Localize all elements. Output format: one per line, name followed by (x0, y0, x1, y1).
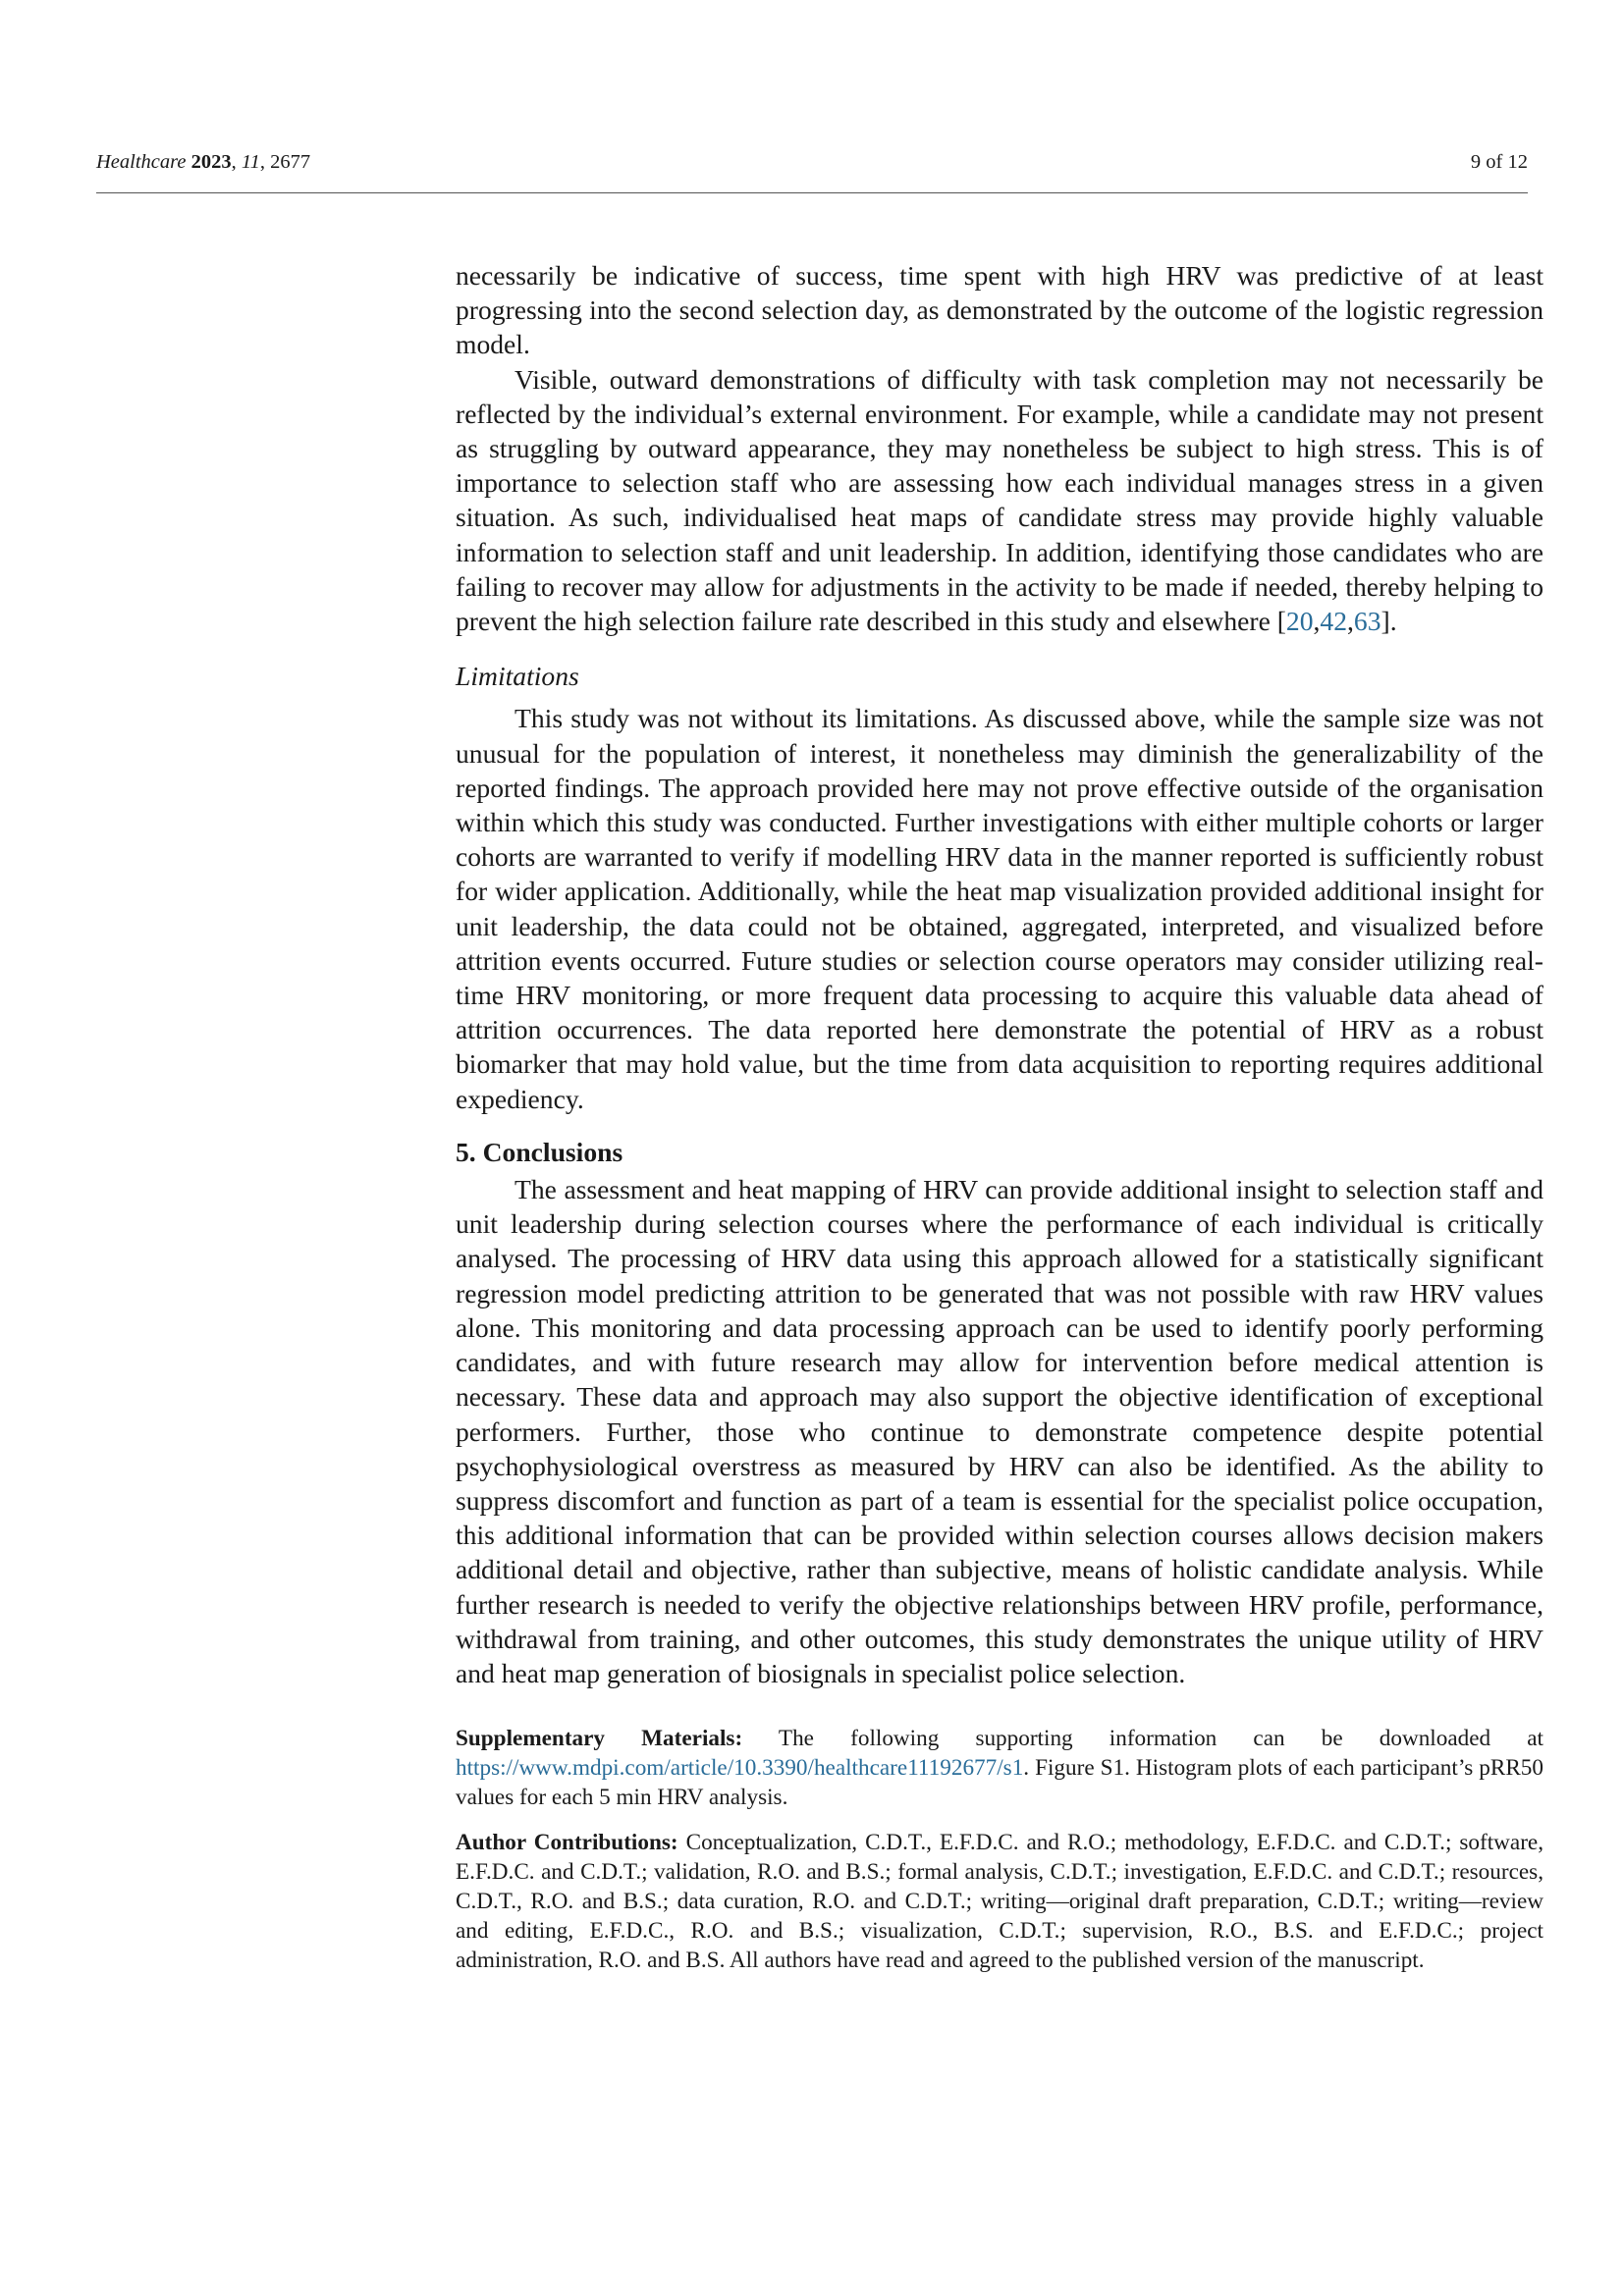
supplementary-link[interactable]: https://www.mdpi.com/article/10.3390/healthcare11192677/s1 (456, 1755, 1024, 1782)
article-number: 2677 (270, 151, 311, 173)
supplementary-label: Supplementary Materials: (456, 1726, 743, 1752)
contributions-text: Conceptualization, C.D.T., E.F.D.C. and R.O.; methodology, E.F.D.C. and C.D.T.; software, E.F.D.C. and C.D.T.; validation, R.O. and B.S.; formal analysis, C.D.T.; investigation, E.F.D.C. and C.D.T.; resources, C.D.T., R.O. and B.S.; data curation, R.O. and C.D.T.; writing—original draft preparation, C.D.T.; writing—review and editing, E.F.D.C., R.O. and B.S.; visualization, C.D.T.; supervision, R.O., B.S. and E.F.D.C.; project administration, R.O. and B.S. All authors have read and agreed to the published version of the manuscript. (456, 1830, 1544, 1974)
citation-link[interactable]: 20 (1285, 606, 1314, 637)
paragraph-limitations: This study was not without its limitations. As discussed above, while the sample size was not unusual for the population of interest, it nonetheless may diminish the generalizability of the reported findings. The approach provided here may not prove effective outside of the organisation within which this study was conducted. Further investigations with either multiple cohorts or larger cohorts are warranted to verify if modelling HRV data in the manner reported is sufficiently robust for wider application. Additionally, while the heat map visualization provided additional insight for unit leadership, the data could not be obtained, aggregated, interpreted, and visualized before attrition events occurred. Future studies or selection course operators may consider utilizing real-time HRV monitoring, or more frequent data processing to acquire this valuable data ahead of attrition occurrences. The data reported here demonstrate the potential of HRV as a robust biomarker that may hold value, but the time from data acquisition to reporting requires additional expediency. (456, 703, 1543, 1114)
supplementary-after: . Figure S1. Histogram plots of each participant’s pRR50 values for each 5 min HRV analysis. (456, 1755, 1543, 1811)
page-number: 9 of 12 (1470, 151, 1528, 173)
paragraph-continuation: necessarily be indicative of success, time spent with high HRV was predictive of at least progressing into the second selection day, as demonstrated by the outcome of the logistic regression model. (456, 260, 1543, 360)
journal-citation: Healthcare 2023, 11, 2677 (96, 151, 311, 173)
paragraph-visible-stress: Visible, outward demonstrations of difficulty with task completion may not necessarily be reflected by the individual’s external environment. For example, while a candidate may not present as struggling by outward appearance, they may nonetheless be subject to high stress. This is of importance to selection staff who are assessing how each individual manages stress in a given situation. As such, individualised heat maps of candidate stress may provide highly valuable information to selection staff and unit leadership. In addition, identifying those candidates who are failing to recover may allow for adjustments in the activity to be made if needed, thereby helping to prevent the high selection failure rate described in this study and elsewhere [20,42,63]. (456, 363, 1543, 637)
paragraph-end: ]. (1380, 606, 1397, 637)
article-body (456, 258, 1543, 1975)
conclusions-heading: 5. Conclusions (456, 1136, 623, 1167)
citation-link[interactable]: 42 (1320, 606, 1348, 637)
supplementary-materials (456, 1724, 1543, 1812)
journal-year: 2023 (190, 151, 232, 173)
supplementary-text: The following supporting information can be downloaded at (778, 1726, 1543, 1752)
journal-volume: 11 (241, 151, 260, 173)
contributions-label: Author Contributions: (456, 1830, 678, 1856)
paragraph-conclusions: The assessment and heat mapping of HRV can provide additional insight to selection staff and unit leadership during selection courses where the performance of each individual is critically analysed. The processing of HRV data using this approach allowed for a statistically significant regression model predicting attrition to be generated that was not possible with raw HRV values alone. This monitoring and data processing approach can be used to identify poorly performing candidates, and with future research may allow for intervention before medical attention is necessary. These data and approach may also support the objective identification of exceptional performers. Further, those who continue to demonstrate competence despite potential psychophysiological overstress as measured by HRV can also be identified. As the ability to suppress discomfort and function as part of a team is essential for the specialist police occupation, this additional information that can be provided within selection courses allows decision makers additional detail and objective, rather than subjective, means of holistic candidate analysis. While further research is needed to verify the objective relationships between HRV profile, performance, withdrawal from training, and other outcomes, this study demonstrates the unique utility of HRV and heat map generation of biosignals in specialist police selection. (456, 1174, 1543, 1688)
journal-name: Healthcare (96, 151, 187, 173)
citation-link[interactable]: 63 (1353, 606, 1381, 637)
author-contributions (456, 1828, 1543, 1975)
limitations-heading: Limitations (456, 661, 579, 692)
page-header (96, 151, 1528, 193)
paragraph-text: Visible, outward demonstrations of difficulty with task completion may not necessarily be reflected by the individual’s external environment. For example, while a candidate may not present as struggling by outward appearance, they may nonetheless be subject to high stress. This is of importance to selection staff who are assessing how each individual manages stress in a given situation. As such, individualised heat maps of candidate stress may provide highly valuable information to selection staff and unit leadership. In addition, identifying those candidates who are failing to recover may allow for adjustments in the activity to be made if needed, thereby helping to prevent the high selection failure rate described in this study and elsewhere [ (456, 363, 1543, 637)
